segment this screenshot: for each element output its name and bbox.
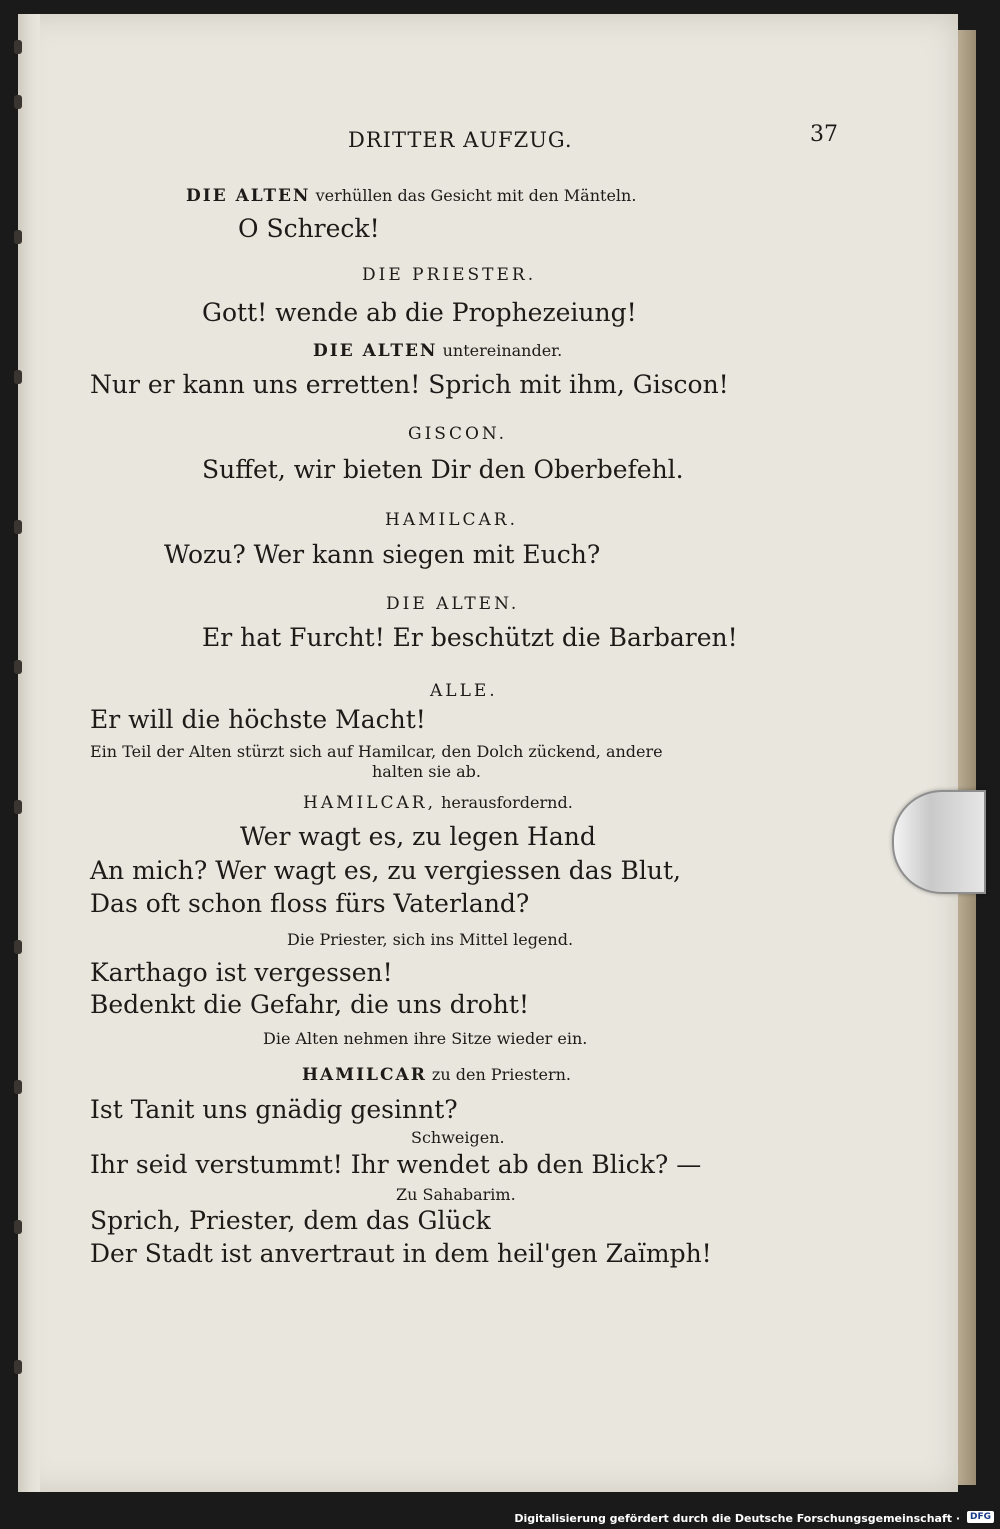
speaker-heading: ALLE. (430, 681, 498, 701)
binding-stitch (14, 1220, 22, 1234)
stage-direction (313, 341, 562, 361)
binding-stitch (14, 660, 22, 674)
verse-line: Suffet, wir bieten Dir den Oberbefehl. (202, 455, 684, 484)
running-header: DRITTER AUFZUG. (348, 128, 573, 152)
page-clip (892, 790, 986, 894)
direction-text: zu den Priestern. (431, 1065, 571, 1084)
binding-stitch (14, 1080, 22, 1094)
binding-stitch (14, 520, 22, 534)
speaker-name: HAMILCAR (302, 1065, 427, 1085)
verse-line: Karthago ist vergessen! (90, 958, 393, 987)
verse-line: Nur er kann uns erretten! Sprich mit ihm, Giscon! (90, 370, 729, 399)
verse-line: Wer wagt es, zu legen Hand (240, 822, 596, 851)
verse-line: Ihr seid verstummt! Ihr wendet ab den Blick? — (90, 1150, 702, 1179)
speaker-name: DIE ALTEN (313, 341, 438, 361)
binding-stitch (14, 800, 22, 814)
verse-line: Sprich, Priester, dem das Glück (90, 1206, 491, 1235)
speaker-name: HAMILCAR, (303, 793, 437, 813)
verse-line: Er will die höchste Macht! (90, 705, 426, 734)
stage-direction: Die Priester, sich ins Mittel legend. (287, 930, 574, 949)
speaker-name: DIE ALTEN (186, 186, 311, 206)
stage-direction: Schweigen. (411, 1128, 505, 1147)
verse-line: O Schreck! (238, 214, 380, 243)
page-number: 37 (810, 122, 838, 147)
speaker-heading: HAMILCAR. (385, 510, 519, 530)
speaker-heading: DIE ALTEN. (386, 594, 520, 614)
binding-stitch (14, 40, 22, 54)
digitization-credit: Digitalisierung gefördert durch die Deutsche Forschungsgemeinschaft · (514, 1512, 960, 1525)
dfg-logo: DFG (967, 1511, 994, 1523)
direction-text: herausfordernd. (441, 793, 573, 812)
verse-line: Bedenkt die Gefahr, die uns droht! (90, 990, 529, 1019)
binding-stitch (14, 230, 22, 244)
verse-line: Der Stadt ist anvertraut in dem heil'gen Zaïmph! (90, 1239, 712, 1268)
book-edge (958, 30, 976, 1485)
verse-line: Ist Tanit uns gnädig gesinnt? (90, 1095, 458, 1124)
stage-direction: halten sie ab. (372, 762, 481, 781)
stage-direction (186, 186, 636, 206)
stage-direction (303, 793, 573, 813)
speaker-heading: DIE PRIESTER. (362, 265, 537, 285)
verse-line: Gott! wende ab die Prophezeiung! (202, 298, 637, 327)
verse-line: Wozu? Wer kann siegen mit Euch? (164, 540, 601, 569)
stage-direction: Zu Sahabarim. (396, 1185, 516, 1204)
stage-direction: Ein Teil der Alten stürzt sich auf Hamilcar, den Dolch zückend, andere (90, 742, 663, 761)
direction-text: untereinander. (442, 341, 563, 360)
binding-stitch (14, 1360, 22, 1374)
direction-text: verhüllen das Gesicht mit den Mänteln. (315, 186, 637, 205)
binding-stitch (14, 940, 22, 954)
verse-line: Er hat Furcht! Er beschützt die Barbaren! (202, 623, 738, 652)
binding-stitch (14, 95, 22, 109)
speaker-heading: GISCON. (408, 424, 508, 444)
verse-line: Das oft schon floss fürs Vaterland? (90, 889, 530, 918)
verse-line: An mich? Wer wagt es, zu vergiessen das Blut, (90, 856, 681, 885)
stage-direction (302, 1065, 571, 1085)
binding-stitch (14, 370, 22, 384)
stage-direction: Die Alten nehmen ihre Sitze wieder ein. (263, 1029, 588, 1048)
